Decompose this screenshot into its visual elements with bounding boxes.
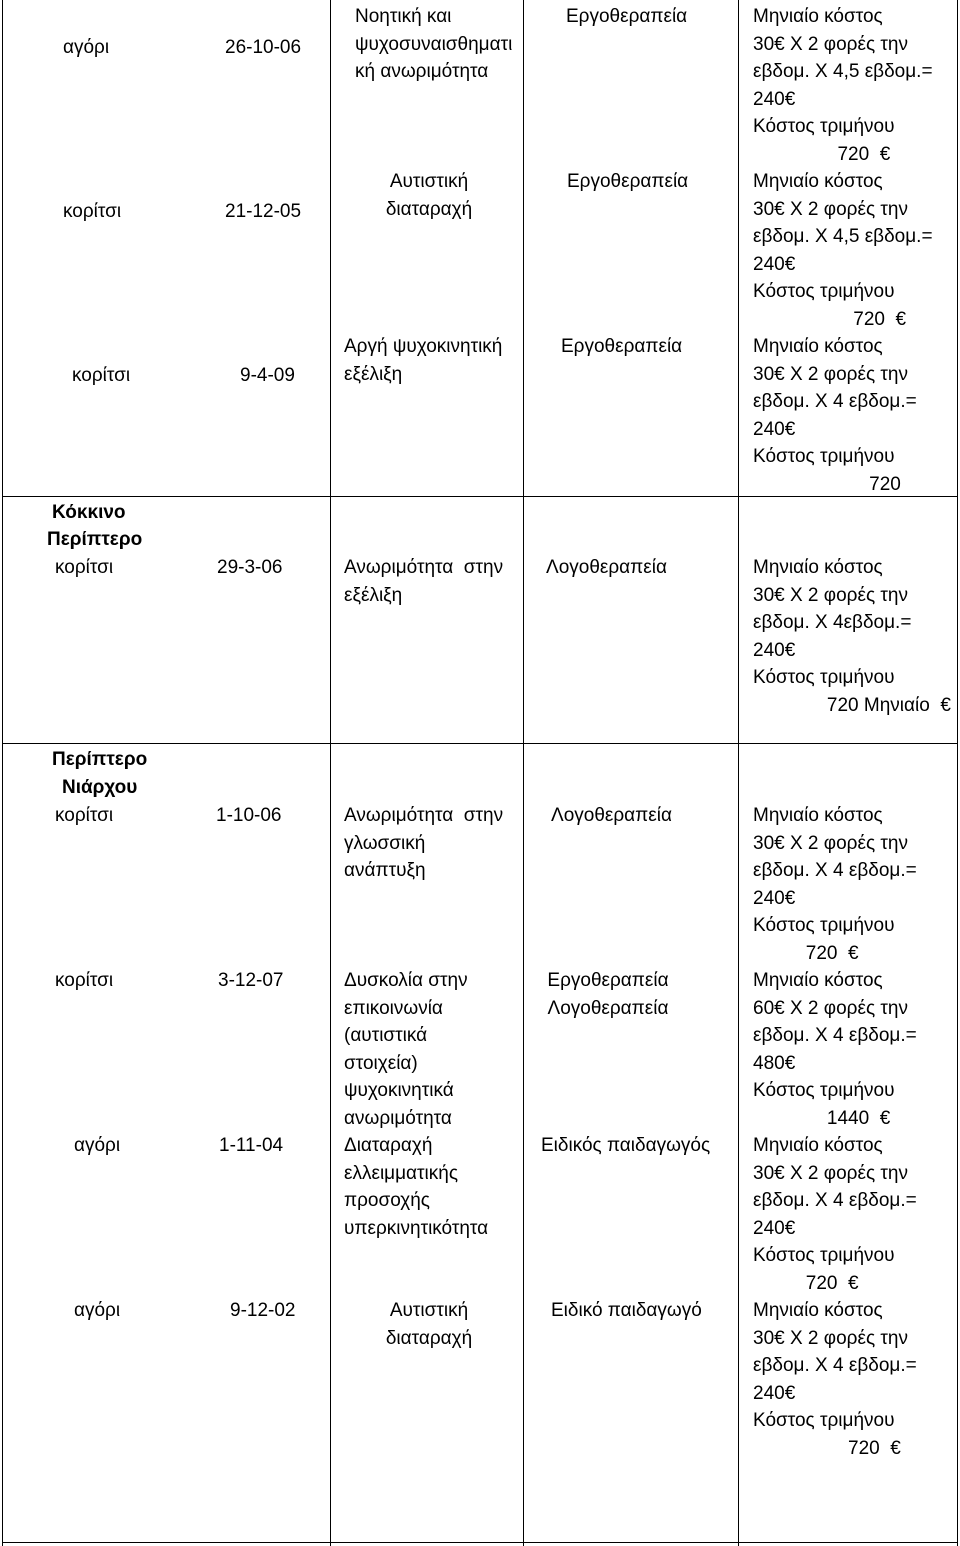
table-border-right	[957, 0, 958, 1546]
diagnosis-cell: Ανωριμότητα στην εξέλιξη	[344, 557, 504, 606]
birth-date-cell: 1-11-04	[219, 1135, 284, 1156]
birth-date-cell: 1-10-06	[216, 805, 282, 826]
section-title: Κόκκινο	[52, 502, 126, 523]
diagnosis-cell: Αυτιστική διαταραχή	[385, 1300, 473, 1349]
diagnosis-cell: Διαταραχή ελλειμματικής προσοχής υπερκινητικότητα	[344, 1135, 489, 1239]
cost-cell: Μηνιαίο κόστος 30€ Χ 2 φορές την εβδομ. Χ 4εβδομ.= 240€ Κόστος τριμήνου 720 Μηνιαίο €	[753, 557, 951, 716]
cost-cell: Μηνιαίο κόστος 60€ Χ 2 φορές την εβδομ. Χ 4 εβδομ.= 480€ Κόστος τριμήνου 1440 €	[753, 970, 917, 1129]
birth-date-cell: 21-12-05	[225, 201, 302, 222]
gender-cell: κορίτσι	[55, 805, 114, 826]
diagnosis-cell: Νοητική και ψυχοσυναισθηματι κή ανωριμότητα	[355, 6, 513, 82]
therapy-cell: Λογοθεραπεία	[546, 557, 667, 578]
diagnosis-cell: Δυσκολία στην επικοινωνία (αυτιστικά στοιχεία) ψυχοκινητικά ανωριμότητα	[344, 970, 468, 1129]
section-title: Περίπτερο	[47, 529, 143, 550]
column-divider	[738, 0, 739, 1546]
birth-date-cell: 26-10-06	[225, 37, 302, 58]
cost-cell: Μηνιαίο κόστος 30€ Χ 2 φορές την εβδομ. Χ 4,5 εβδομ.= 240€ Κόστος τριμήνου 720 €	[753, 6, 933, 165]
section-title: Νιάρχου	[62, 777, 138, 798]
therapy-cell: Ειδικός παιδαγωγός	[541, 1135, 711, 1156]
gender-cell: κορίτσι	[55, 557, 114, 578]
birth-date-cell: 29-3-06	[217, 557, 283, 578]
cost-cell: Μηνιαίο κόστος 30€ Χ 2 φορές την εβδομ. Χ 4 εβδομ.= 240€ Κόστος τριμήνου 720	[753, 336, 917, 495]
therapy-cell: Εργοθεραπεία	[567, 171, 689, 192]
column-divider	[523, 0, 524, 1546]
table-border-left	[2, 0, 3, 1546]
gender-cell: αγόρι	[74, 1135, 121, 1156]
column-divider	[330, 0, 331, 1546]
birth-date-cell: 3-12-07	[218, 970, 284, 991]
therapy-cell: Εργοθεραπεία	[566, 6, 688, 27]
cost-cell: Μηνιαίο κόστος 30€ Χ 2 φορές την εβδομ. Χ 4 εβδομ.= 240€ Κόστος τριμήνου 720 €	[753, 1300, 917, 1459]
therapy-cell: Εργοθεραπεία Λογοθεραπεία	[547, 970, 669, 1019]
section-divider	[2, 743, 958, 744]
diagnosis-cell: Αργή ψυχοκινητική εξέλιξη	[344, 336, 503, 385]
section-title: Περίπτερο	[52, 749, 148, 770]
birth-date-cell: 9-12-02	[230, 1300, 296, 1321]
cost-cell: Μηνιαίο κόστος 30€ Χ 2 φορές την εβδομ. Χ 4 εβδομ.= 240€ Κόστος τριμήνου 720 €	[753, 1135, 917, 1294]
gender-cell: κορίτσι	[72, 365, 131, 386]
therapy-cell: Λογοθεραπεία	[551, 805, 672, 826]
table-border-bottom	[2, 1542, 958, 1543]
birth-date-cell: 9-4-09	[240, 365, 295, 386]
gender-cell: κορίτσι	[63, 201, 122, 222]
diagnosis-cell: Ανωριμότητα στην γλωσσική ανάπτυξη	[344, 805, 504, 881]
gender-cell: αγόρι	[74, 1300, 121, 1321]
cost-cell: Μηνιαίο κόστος 30€ Χ 2 φορές την εβδομ. Χ 4 εβδομ.= 240€ Κόστος τριμήνου 720 €	[753, 805, 917, 964]
cost-cell: Μηνιαίο κόστος 30€ Χ 2 φορές την εβδομ. Χ 4,5 εβδομ.= 240€ Κόστος τριμήνου 720 €	[753, 171, 933, 330]
gender-cell: κορίτσι	[55, 970, 114, 991]
therapy-cell: Ειδικό παιδαγωγό	[551, 1300, 702, 1321]
diagnosis-cell: Αυτιστική διαταραχή	[385, 171, 473, 220]
therapy-cell: Εργοθεραπεία	[561, 336, 683, 357]
gender-cell: αγόρι	[63, 37, 110, 58]
